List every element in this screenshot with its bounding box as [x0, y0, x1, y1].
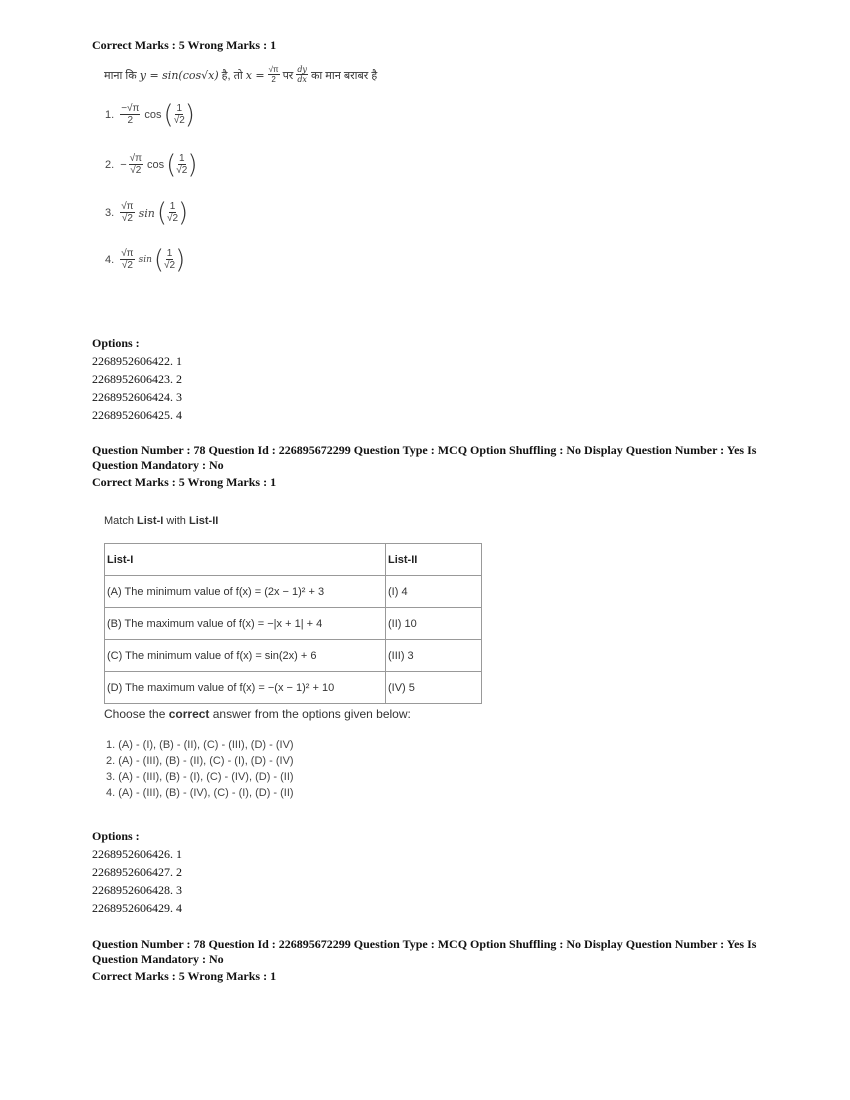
choose-text: Choose the — [104, 707, 169, 721]
argument-fraction — [164, 249, 175, 271]
answer-option-4 — [105, 245, 185, 275]
arg-den: √2 — [166, 213, 179, 224]
function-name: cos — [147, 159, 165, 171]
list2-cell: (IV) 5 — [386, 672, 482, 704]
list1-cell: (C) The minimum value of f(x) = sin(2x) + 6 — [105, 640, 386, 672]
option-id-line: 2268952606424. 3 — [92, 390, 182, 404]
list1-cell: (D) The maximum value of f(x) = −(x − 1)² + 10 — [105, 672, 386, 704]
option-id-line: 2268952606422. 1 — [92, 354, 182, 368]
coefficient-fraction — [120, 202, 134, 224]
stem-prefix: माना कि — [104, 69, 137, 82]
options-block-1 — [92, 334, 182, 424]
question-mandatory-line: Question Mandatory : No — [92, 952, 224, 966]
question-mandatory-line: Question Mandatory : No — [92, 458, 224, 472]
arg-den: √2 — [176, 165, 188, 176]
stem-mid: है, तो — [221, 69, 243, 82]
argument-fraction — [174, 104, 185, 126]
options-title: Options : — [92, 336, 140, 350]
argument-fraction — [167, 202, 178, 224]
right-paren: ) — [178, 198, 189, 228]
arg-num: 1 — [176, 103, 183, 114]
option-id-line: 2268952606425. 4 — [92, 408, 182, 422]
column-header-list2: List-II — [386, 544, 482, 576]
right-paren: ) — [184, 100, 195, 130]
question-header-2 — [92, 443, 772, 490]
coef-den: √2 — [121, 260, 133, 271]
left-paren: ( — [156, 198, 167, 228]
answer-choices — [106, 737, 294, 801]
stem-d-den: dx — [297, 75, 307, 84]
stem-on: पर — [282, 69, 294, 82]
choice-item: 4. (A) - (III), (B) - (IV), (C) - (I), (D) - (II) — [106, 787, 294, 799]
intro-text: Match — [104, 515, 138, 527]
option-id-line: 2268952606428. 3 — [92, 883, 182, 897]
table-row — [105, 576, 482, 608]
answer-label: 4. — [105, 254, 115, 266]
table-row — [105, 640, 482, 672]
stem-x-fraction — [268, 66, 280, 84]
left-paren: ( — [153, 245, 165, 275]
coef-num: −√π — [121, 103, 140, 114]
right-paren: ) — [187, 150, 198, 180]
arg-den: √2 — [173, 115, 185, 126]
coef-num: √π — [121, 201, 134, 212]
choose-instruction — [104, 707, 411, 721]
list2-cell: (II) 10 — [386, 608, 482, 640]
stem-x: x = — [245, 68, 265, 82]
correct-marks-line: Correct Marks : 5 Wrong Marks : 1 — [92, 475, 277, 489]
arg-num: 1 — [169, 201, 176, 212]
answer-label: 1. — [105, 109, 115, 121]
right-paren: ) — [175, 245, 186, 275]
option-id-line: 2268952606426. 1 — [92, 847, 182, 861]
table-header-row — [105, 544, 482, 576]
choice-item: 3. (A) - (III), (B) - (I), (C) - (IV), (D) - (II) — [106, 771, 294, 783]
correct-marks-line: Correct Marks : 5 Wrong Marks : 1 — [92, 38, 277, 52]
stem-suffix: का मान बराबर है — [310, 69, 378, 82]
minus-sign: − — [120, 159, 127, 171]
arg-den: √2 — [164, 260, 176, 271]
coefficient-fraction — [129, 154, 143, 176]
argument-fraction — [176, 154, 187, 176]
correct-marks-line: Correct Marks : 5 Wrong Marks : 1 — [92, 969, 277, 983]
column-header-list1: List-I — [105, 544, 386, 576]
option-id-line: 2268952606427. 2 — [92, 865, 182, 879]
coef-num: √π — [129, 153, 143, 164]
table-row — [105, 672, 482, 704]
coef-num: √π — [121, 248, 134, 259]
stem-x-den: 2 — [271, 75, 276, 84]
choice-item: 2. (A) - (III), (B) - (II), (C) - (I), (D) - (IV) — [106, 755, 294, 767]
function-name: cos — [144, 109, 162, 121]
coefficient-fraction — [120, 104, 140, 126]
arg-num: 1 — [179, 153, 185, 164]
stem-function: y = sin(cos√x) — [139, 68, 219, 82]
list1-cell: (B) The maximum value of f(x) = −|x + 1| + 4 — [105, 608, 386, 640]
answer-option-1 — [105, 100, 195, 130]
match-intro — [104, 515, 218, 527]
left-paren: ( — [166, 150, 177, 180]
intro-text: with — [163, 515, 189, 527]
option-id-line: 2268952606429. 4 — [92, 901, 182, 915]
question-stem — [104, 66, 377, 84]
question-header-3 — [92, 937, 772, 984]
option-id-line: 2268952606423. 2 — [92, 372, 182, 386]
list1-cell: (A) The minimum value of f(x) = (2x − 1)² + 3 — [105, 576, 386, 608]
intro-list1: List-I — [137, 515, 164, 527]
coefficient-fraction — [120, 249, 134, 271]
table-row — [105, 608, 482, 640]
coef-den: √2 — [130, 165, 142, 176]
choice-item: 1. (A) - (I), (B) - (II), (C) - (III), (D) - (IV) — [106, 739, 294, 751]
coef-den: √2 — [121, 213, 133, 224]
function-name: sin — [138, 206, 155, 220]
choose-text: answer from the options given below: — [209, 707, 411, 721]
stem-d-num: dy — [297, 65, 307, 74]
choose-bold: correct — [168, 707, 210, 721]
answer-option-2 — [105, 150, 198, 180]
left-paren: ( — [163, 100, 174, 130]
list2-cell: (I) 4 — [386, 576, 482, 608]
question-meta-line: Question Number : 78 Question Id : 226895672299 Question Type : MCQ Option Shuffling : No Display Question Number : Yes Is — [92, 937, 757, 951]
list2-cell: (III) 3 — [386, 640, 482, 672]
answer-label: 2. — [105, 159, 115, 171]
answer-option-3 — [105, 198, 188, 228]
stem-x-num: √π — [268, 65, 279, 74]
question-meta-line: Question Number : 78 Question Id : 226895672299 Question Type : MCQ Option Shuffling : No Display Question Number : Yes Is — [92, 443, 757, 457]
arg-num: 1 — [166, 248, 173, 259]
options-title: Options : — [92, 829, 140, 843]
answer-label: 3. — [105, 207, 115, 219]
match-table — [104, 543, 482, 704]
stem-derivative — [296, 66, 308, 84]
options-block-2 — [92, 827, 182, 917]
coef-den: 2 — [127, 115, 134, 126]
intro-list2: List-II — [188, 515, 219, 527]
function-name: sin — [138, 255, 152, 265]
